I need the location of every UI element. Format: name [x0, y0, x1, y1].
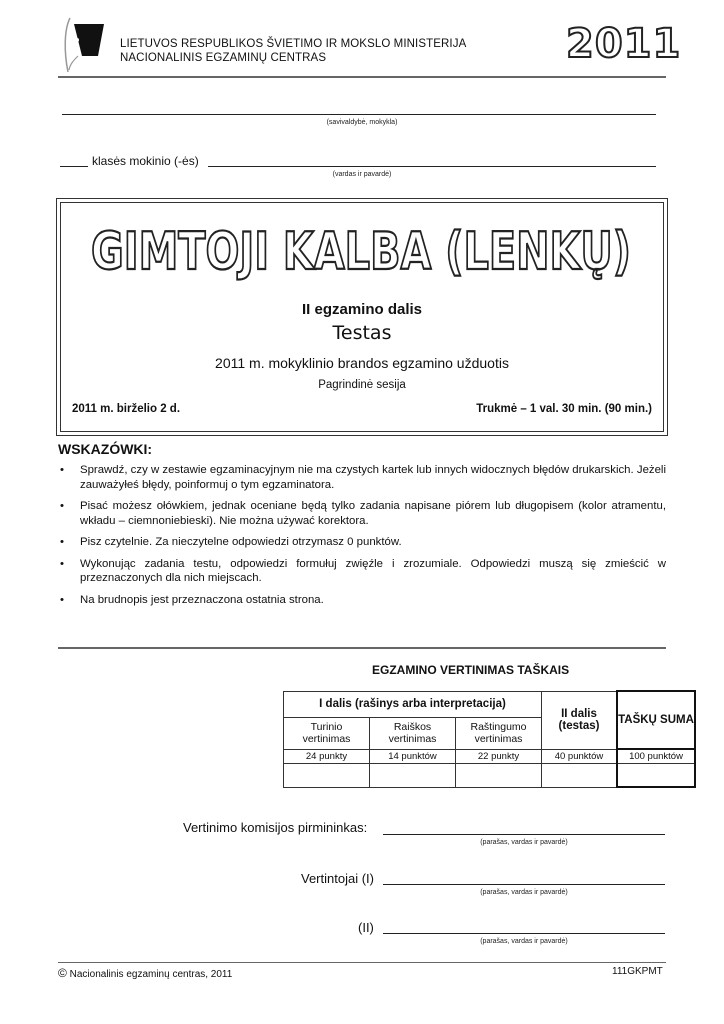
- score-sum-cell[interactable]: [617, 763, 695, 787]
- exam-date: 2011 m. birželio 2 d.: [72, 403, 181, 415]
- grader1-signature-field[interactable]: [383, 884, 665, 885]
- header-divider: [58, 76, 666, 78]
- bullet-icon: •: [60, 500, 64, 512]
- task-description: 2011 m. mokyklinio brandos egzamino užduotis: [215, 355, 509, 371]
- center-name: NACIONALINIS EGZAMINŲ CENTRAS: [120, 52, 327, 64]
- max-points-cell: 14 punktów: [370, 749, 456, 763]
- school-field[interactable]: [62, 114, 656, 115]
- school-caption: (savivaldybė, mokykla): [326, 119, 398, 126]
- part2-header: II dalis (testas): [542, 691, 618, 749]
- signature-caption: (parašas, vardas ir pavardė): [480, 938, 568, 945]
- footer-copyright: © Nacionalinis egzaminų centras, 2011: [58, 966, 233, 980]
- subject-title: [61, 211, 661, 281]
- ministry-name: LIETUVOS RESPUBLIKOS ŠVIETIMO IR MOKSLO MINISTERIJA: [120, 38, 467, 50]
- document-code: 111GKPMT: [612, 966, 663, 977]
- grader2-label: (II): [358, 920, 374, 935]
- grader2-signature-field[interactable]: [383, 933, 665, 934]
- bullet-icon: •: [60, 593, 64, 606]
- instructions-list: [58, 463, 666, 614]
- student-name-field[interactable]: [208, 166, 656, 167]
- instruction-item: • Pisz czytelnie. Za nieczytelne odpowiedzi otrzymasz 0 punktów.: [60, 536, 402, 548]
- score-input-cell[interactable]: [284, 763, 370, 787]
- title-box: [56, 198, 668, 436]
- test-label: Testas: [332, 322, 392, 344]
- nec-logo-icon: [60, 16, 106, 74]
- instruction-item: • Pisać możesz ołówkiem, jednak oceniane będą tylko zadania napisane piórem lub długopisem (kolor atramentu, wkładu – ciemnoniebieski). Nie można używać korektora.: [60, 500, 666, 527]
- instruction-item: • Na brudnopis jest przeznaczona ostatnia strona.: [60, 593, 324, 606]
- exam-year: 2011: [566, 21, 682, 67]
- literacy-grading-header: Raštingumo vertinimas: [456, 717, 542, 749]
- instruction-item: • Sprawdź, czy w zestawie egzaminacyjnym nie ma czystych kartek lub innych widocznych błędów drukarskich. Jeżeli zauważyłeś błędy, poinformuj o tym egzaminatora.: [60, 464, 666, 491]
- exam-duration: Trukmė – 1 val. 30 min. (90 min.): [476, 403, 652, 415]
- grader1-label: Vertintojai (I): [301, 871, 374, 886]
- max-points-cell: 40 punktów: [542, 749, 618, 763]
- name-caption: (vardas ir pavardė): [332, 171, 392, 178]
- footer-divider: [58, 962, 666, 963]
- chair-label: Vertinimo komisijos pirmininkas:: [183, 820, 368, 835]
- content-grading-header: Turinio vertinimas: [284, 717, 370, 749]
- expression-grading-header: Raiškos vertinimas: [370, 717, 456, 749]
- section-divider: [58, 647, 666, 649]
- class-label: klasės mokinio (-ės): [92, 154, 199, 168]
- instructions-title: WSKAZÓWKI:: [58, 441, 153, 457]
- instruction-item: • Wykonując zadania testu, odpowiedzi formułuj zwięźle i zrozumiale. Odpowiedzi muszą się zmieścić w przeznaczonych dla nich miejscach.: [60, 557, 666, 584]
- max-points-cell: 24 punkty: [284, 749, 370, 763]
- score-input-cell[interactable]: [370, 763, 456, 787]
- score-input-cell[interactable]: [542, 763, 618, 787]
- subject-title-text: GIMTOJI KALBA (LENKŲ): [91, 222, 631, 281]
- exam-part: II egzamino dalis: [301, 301, 423, 318]
- scoring-title: EGZAMINO VERTINIMAS TAŠKAIS: [372, 663, 570, 677]
- class-field[interactable]: [60, 166, 88, 167]
- session-label: Pagrindinė sesija: [318, 379, 406, 391]
- bullet-icon: •: [60, 536, 64, 548]
- copyright-icon: ©: [58, 966, 67, 980]
- sum-header: TAŠKŲ SUMA: [617, 691, 695, 749]
- max-points-cell: 100 punktów: [617, 749, 695, 763]
- chair-signature-field[interactable]: [383, 834, 665, 835]
- part1-header: I dalis (rašinys arba interpretacija): [284, 691, 542, 717]
- bullet-icon: •: [60, 464, 64, 476]
- score-input-cell[interactable]: [456, 763, 542, 787]
- max-points-cell: 22 punkty: [456, 749, 542, 763]
- signature-caption: (parašas, vardas ir pavardė): [480, 889, 568, 896]
- score-table: [283, 690, 696, 788]
- bullet-icon: •: [60, 557, 64, 570]
- signature-caption: (parašas, vardas ir pavardė): [480, 839, 568, 846]
